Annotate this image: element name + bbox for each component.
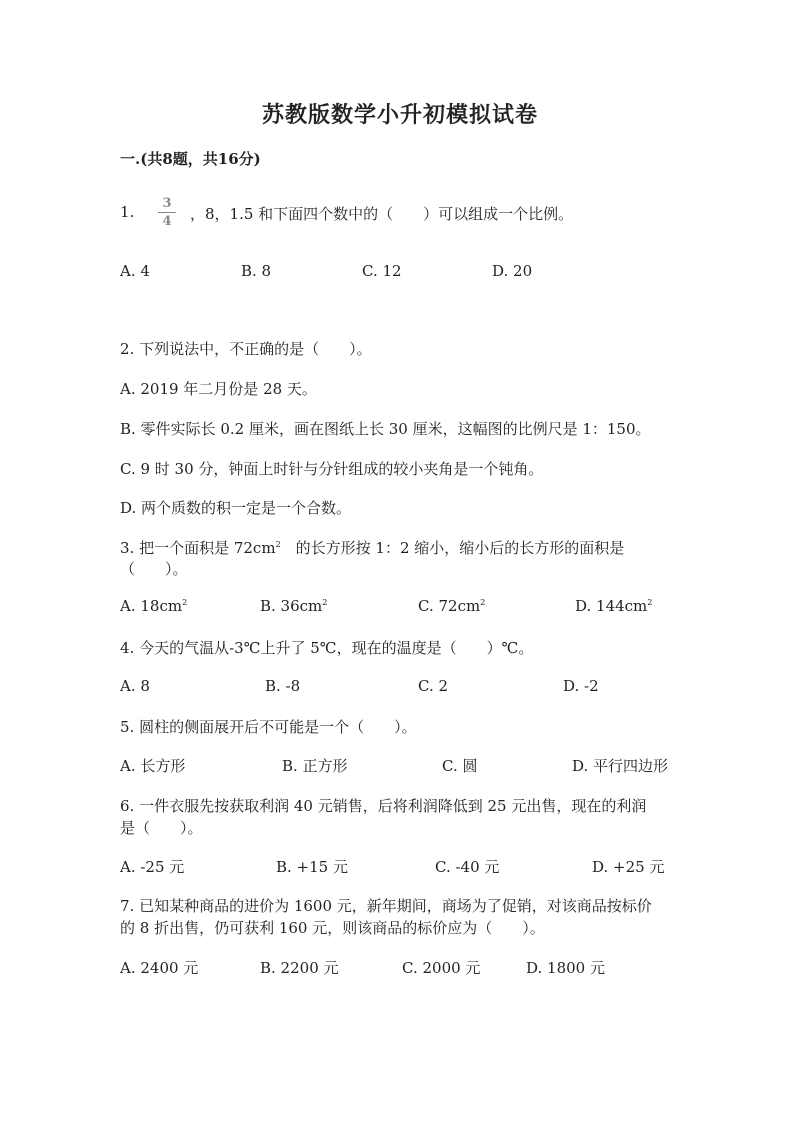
- q3-option-b: B. $36cm^2$: [260, 597, 328, 615]
- q3-text-line2: （ ）。: [120, 560, 188, 578]
- q4-option-c: C. 2: [418, 677, 449, 695]
- q7-option-d: D. 1800 元: [526, 959, 605, 977]
- q6-option-b: B. +15 元: [276, 858, 348, 876]
- q5-option-d: D. 平行四边形: [572, 757, 669, 775]
- q2-option-a: A. 2019 年二月份是 28 天。: [120, 380, 317, 398]
- q5-option-c: C. 圆: [442, 757, 478, 775]
- q1-option-c: C. 12: [362, 262, 402, 280]
- q3-option-a: A. $18cm^2$: [120, 597, 188, 615]
- page-title: 苏教版数学小升初模拟试卷: [261, 102, 538, 128]
- q5-option-a: A. 长方形: [120, 757, 186, 775]
- q3-option-c: C. $72cm^2$: [418, 597, 486, 615]
- section-heading: 一.(共8题，共16分): [120, 150, 261, 168]
- q2-option-d: D. 两个质数的积一定是一个合数。: [120, 499, 352, 517]
- q3-text-line1: [120, 537, 624, 558]
- q3-option-d: D. $144cm^2$: [575, 597, 653, 615]
- q1-option-b: B. 8: [241, 262, 272, 280]
- q3-text-part2: 的长方形按 1：2 缩小，缩小后的长方形的面积是: [280, 539, 625, 557]
- q3-text-part1: 3. 把一个面积是 72cm: [120, 539, 276, 557]
- q7-option-c: C. 2000 元: [402, 959, 481, 977]
- q1-option-d: D. 20: [492, 262, 533, 280]
- q5-text: 5. 圆柱的侧面展开后不可能是一个（ ）。: [120, 718, 417, 736]
- q3-superscript: 2: [275, 540, 281, 549]
- q4-option-a: A. 8: [120, 677, 150, 695]
- q6-text-line2: 是（ ）。: [120, 819, 203, 837]
- q2-text: 2. 下列说法中，不正确的是（ ）。: [120, 340, 372, 358]
- q6-option-d: D. +25 元: [592, 858, 665, 876]
- q7-option-a: A. 2400 元: [120, 959, 199, 977]
- q6-text-line1: 6. 一件衣服先按获取利润 40 元销售，后将利润降低到 25 元出售，现在的利润: [120, 797, 647, 815]
- fraction-denominator: 4: [162, 214, 172, 229]
- q6-option-a: A. -25 元: [120, 858, 185, 876]
- q1-number: 1.: [120, 203, 135, 221]
- q1-option-a: A. 4: [120, 262, 150, 280]
- fraction-bar: [158, 212, 176, 213]
- q7-text-line1: 7. 已知某种商品的进价为 1600 元，新年期间，商场为了促销，对该商品按标价: [120, 897, 652, 915]
- fraction-numerator: 3: [162, 196, 172, 211]
- q6-option-c: C. -40 元: [435, 858, 500, 876]
- q4-text: 4. 今天的气温从-3℃上升了 5℃，现在的温度是（ ）℃。: [120, 639, 534, 657]
- q1-fraction: [158, 196, 176, 229]
- q5-option-b: B. 正方形: [282, 757, 348, 775]
- q2-option-c: C. 9 时 30 分，钟面上时针与分针组成的较小夹角是一个钝角。: [120, 460, 544, 478]
- q7-option-b: B. 2200 元: [260, 959, 339, 977]
- q4-option-d: D. -2: [563, 677, 599, 695]
- q2-option-b: B. 零件实际长 0.2 厘米，画在图纸上长 30 厘米，这幅图的比例尺是 1：150。: [120, 420, 651, 438]
- q7-text-line2: 的 8 折出售，仍可获利 160 元，则该商品的标价应为（ ）。: [120, 919, 545, 937]
- q1-text: ，8，1.5 和下面四个数中的（ ）可以组成一个比例。: [190, 205, 574, 223]
- q4-option-b: B. -8: [265, 677, 301, 695]
